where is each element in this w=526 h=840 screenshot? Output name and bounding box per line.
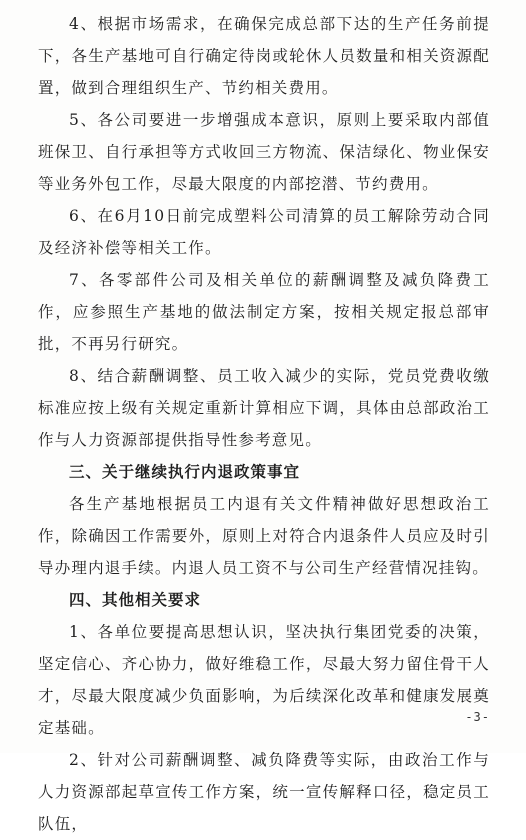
paragraph-item-4: 4、根据市场需求，在确保完成总部下达的生产任务前提下，各生产基地可自行确定待岗或轮休人员数量和相关资源配置，做到合理组织生产、节约相关费用。 bbox=[38, 15, 490, 97]
paragraph-item-7: 7、各零部件公司及相关单位的薪酬调整及减负降费工作，应参照生产基地的做法制定方案，按相关规定报总部审批，不再另行研究。 bbox=[38, 271, 490, 353]
document-body bbox=[38, 8, 490, 840]
paragraph-item-5: 5、各公司要进一步增强成本意识，原则上要采取内部值班保卫、自行承担等方式收回三方物流、保洁绿化、物业保安等业务外包工作，尽最大限度的内部挖潜、节约费用。 bbox=[38, 111, 490, 193]
section4-paragraph-1: 1、各单位要提高思想认识，坚决执行集团党委的决策，坚定信心、齐心协力，做好维稳工作，尽最大努力留住骨干人才，尽最大限度减少负面影响，为后续深化改革和健康发展奠定基础。 bbox=[38, 623, 490, 737]
paragraph-item-8: 8、结合薪酬调整、员工收入减少的实际，党员党费收缴标准应按上级有关规定重新计算相应下调，具体由总部政治工作与人力资源部提供指导性参考意见。 bbox=[38, 367, 490, 449]
section3-paragraph: 各生产基地根据员工内退有关文件精神做好思想政治工作，除确因工作需要外，原则上对符合内退条件人员应及时引导办理内退手续。内退人员工资不与公司生产经营情况挂钩。 bbox=[38, 495, 490, 577]
page-number: -3- bbox=[465, 710, 490, 724]
section-heading-4: 四、其他相关要求 bbox=[69, 591, 202, 609]
paragraph-item-6: 6、在6月10日前完成塑料公司清算的员工解除劳动合同及经济补偿等相关工作。 bbox=[38, 207, 490, 257]
section-heading-3: 三、关于继续执行内退政策事宜 bbox=[69, 463, 301, 481]
section4-paragraph-2: 2、针对公司薪酬调整、减负降费等实际，由政治工作与人力资源部起草宣传工作方案，统一宣传解释口径，稳定员工队伍， bbox=[38, 751, 490, 833]
